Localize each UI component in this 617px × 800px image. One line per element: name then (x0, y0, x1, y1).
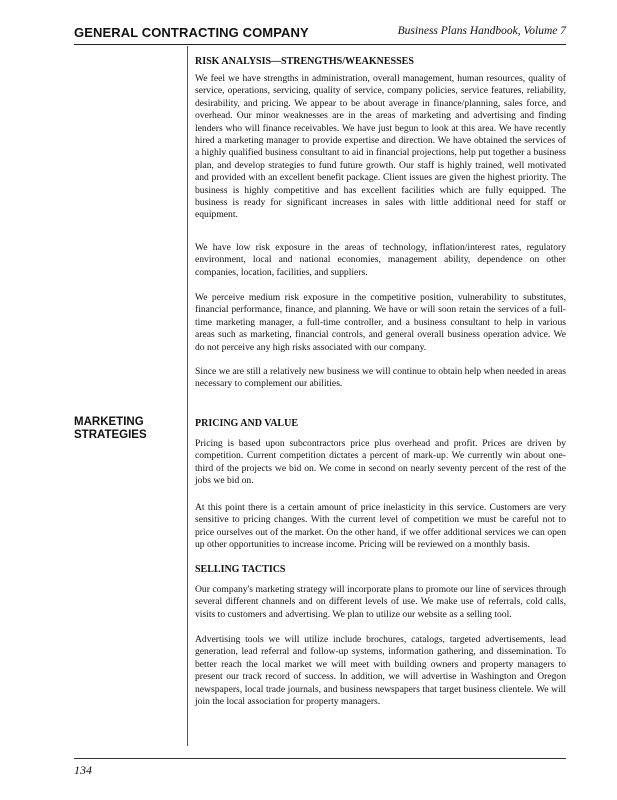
selling-paragraph-2-block (195, 634, 566, 708)
handbook-title: Business Plans Handbook, Volume 7 (397, 25, 566, 37)
pricing-paragraph: At this point there is a certain amount of price inelasticity in this service. Customers are very sensitive to pricing changes. With the current level of competition we must be careful not to price ourselves out of the market. On the other hand, if we offer additional services we can open up other opportunities to increase income. Pricing will be reviewed on a monthly basis. (195, 502, 566, 551)
risk-section-heading-block (195, 56, 566, 68)
selling-paragraph: Our company's marketing strategy will incorporate plans to promote our line of services through several different channels and on different levels of use. We make use of referrals, cold calls, visits to customers and advertising. We plan to utilize our website as a selling tool. (195, 584, 566, 620)
risk-paragraph-3-block (195, 292, 566, 354)
page-number: 134 (74, 763, 92, 777)
selling-paragraph-1-block (195, 584, 566, 621)
side-heading-line-1: MARKETING (74, 416, 144, 428)
selling-paragraph: Advertising tools we will utilize include brochures, catalogs, targeted advertisements, lead generation, lead referral and follow-up systems, information gathering, and dissemination. To better reach the local market we will meet with building owners and property managers to present our track record of success. In addition, we will advertise in Washington and Oregon newspapers, local trade journals, and business newspapers that target business clientele. We will join the local association for property managers. (195, 634, 566, 708)
risk-paragraph: Since we are still a relatively new business we will continue to obtain help when needed in areas necessary to complement our abilities. (195, 366, 566, 390)
risk-paragraph: We feel we have strengths in administration, overall management, human resources, quality of service, operations, servicing, quality of service, company policies, service features, reliability, desirability, and pricing. We appear to be about average in finance/planning, sales force, and overhead. Our minor weaknesses are in the areas of marketing and advertising and finding lenders who will finance receivables. We have just begun to look at this area. We have recently hired a marketing manager to provide expertise and direction. We have obtained the services of a highly qualified business consultant to aid in financial projections, help put together a business plan, and develop strategies to fund future growth. Our staff is highly trained, well motivated and provided with an excellent benefit package. Client issues are given the highest priority. The business is highly competitive and has excellent facilities which are fully equipped. The business is ready for significant increases in sales with little additional need for staff or equipment. (195, 73, 566, 221)
pricing-paragraph: Pricing is based upon subcontractors price plus overhead and profit. Prices are driven by competition. Current competition dictates a percent of mark-up. We currently win about one-third of the projects we bid on. We come in second on nearly seventy percent of the rest of the jobs we bid on. (195, 438, 566, 487)
selling-tactics-heading: SELLING TACTICS (195, 564, 286, 575)
pricing-and-value-heading: PRICING AND VALUE (195, 418, 298, 429)
selling-heading-block (195, 564, 566, 576)
column-divider (187, 46, 188, 746)
pricing-paragraph-2-block (195, 502, 566, 552)
pricing-heading-block (195, 418, 566, 430)
risk-paragraph-4-block (195, 366, 566, 391)
risk-paragraph: We perceive medium risk exposure in the competitive position, vulnerability to substitutes, financial performance, finance, and planning. We have or will soon retain the services of a full-time marketing manager, a full-time controller, and a business consultant to help in various areas such as marketing, financial controls, and general overall business operation advice. We do not perceive any high risks associated with our company. (195, 292, 566, 353)
page-header (74, 24, 566, 45)
company-title: GENERAL CONTRACTING COMPANY (74, 25, 309, 40)
side-heading-line-2: STRATEGIES (74, 429, 147, 441)
side-heading-marketing-strategies (74, 416, 174, 442)
risk-paragraph-2-block (195, 242, 566, 279)
risk-analysis-heading: RISK ANALYSIS—STRENGTHS/WEAKNESSES (195, 56, 414, 67)
page-footer (74, 758, 566, 777)
pricing-paragraph-1-block (195, 438, 566, 488)
risk-paragraph: We have low risk exposure in the areas of technology, inflation/interest rates, regulatory environment, local and national economies, management ability, dependence on other companies, location, facilities, and suppliers. (195, 242, 566, 278)
risk-paragraph-1-block (195, 73, 566, 222)
